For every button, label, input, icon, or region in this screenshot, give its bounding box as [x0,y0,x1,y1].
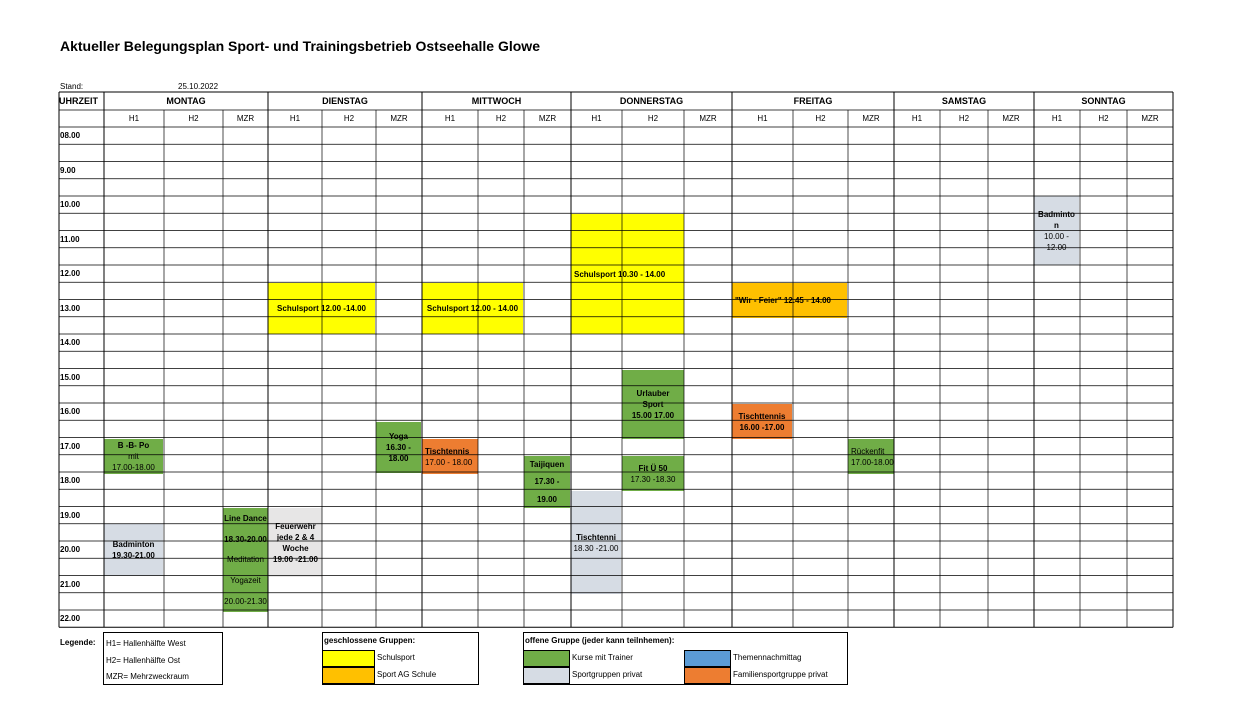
event-time: 10.00 - [1044,231,1069,241]
event-time: 19.00 [536,494,558,504]
day-header-donnerstag: DONNERSTAG [619,96,684,106]
event-title: Badminton [112,540,155,549]
hall-header: MZR [699,114,717,123]
day-header-montag: MONTAG [166,96,206,106]
event-title: Schulsport 12.00 -14.00 [277,304,366,313]
event-time: 17.00 - 18.00 [425,457,473,467]
legend-kurse: Kurse mit Trainer [572,653,633,662]
event-title: Urlauber [636,389,670,398]
hall-header: H1 [128,114,140,123]
page-title: Aktueller Belegungsplan Sport- und Trainingsbetrieb Ostseehalle Glowe [60,38,540,54]
day-header-freitag: FREITAG [793,96,833,106]
time-label: 08.00 [60,131,81,140]
legend-schulsport: Schulsport [377,653,415,662]
hall-header: MZR [1002,114,1020,123]
time-label: 16.00 [60,407,81,416]
hall-header: H1 [757,114,768,123]
legend-label: Legende: [60,638,96,647]
hall-header: H1 [911,114,923,123]
hall-header: H2 [343,114,355,123]
event-time: 17.00-18.00 [112,463,155,472]
event-title: Taijiquen [529,460,565,470]
legend-swatch-sport-ag [322,667,375,684]
day-header-sonntag: SONNTAG [1081,96,1126,106]
legend-mzr: MZR= Mehrzweckraum [106,672,189,681]
hall-header: H2 [647,114,659,123]
legend-familie: Familiensportgruppe privat [733,670,828,679]
event-time: 17.30 -18.30 [630,474,676,484]
legend-sport-ag: Sport AG Schule [377,670,437,679]
time-label: 9.00 [60,165,76,175]
event-title: Tischtenni [576,532,616,542]
day-header-samstag: SAMSTAG [941,96,987,106]
event-time: 17.00-18.00 [851,457,894,467]
hall-header: MZR [390,114,408,123]
legend-open-title: offene Gruppe (jeder kann teilnhemen): [525,636,675,645]
hall-header: MZR [538,114,557,123]
event-time: 15.00 17.00 [631,411,675,420]
time-label: 22.00 [60,614,81,623]
time-label: 10.00 [60,200,81,209]
legend-h1: H1= Hallenhälfte West [106,639,186,648]
event-title: Fit Ü 50 [638,463,668,473]
time-label: 14.00 [60,338,81,347]
event-title: Yoga [389,432,408,441]
day-header-mittwoch: MITTWOCH [471,96,522,106]
event-title: Feuerwehr [275,521,316,531]
event-title: Schulsport 10.30 - 14.00 [574,269,666,279]
time-label: 20.00 [60,545,81,554]
event-time: 20.00-21.30 [224,597,267,607]
event-time: 18.00 [388,454,409,463]
event-time: 19.30-21.00 [112,551,155,560]
event-time: 18.30 -21.00 [573,543,619,553]
time-label: 12.00 [60,269,81,278]
legend-swatch-schulsport [322,650,375,667]
legend-swatch-privat [523,667,570,684]
event-title: Tischtennis [425,446,470,456]
hall-header: H2 [1098,114,1109,123]
stand-date: 25.10.2022 [178,82,219,91]
legend-swatch-kurse [523,650,570,667]
legend-closed-title: geschlossene Gruppen: [324,636,416,645]
time-label: 13.00 [60,303,81,313]
event-title: Sport [642,400,664,409]
event-title: Line Dance [224,513,267,523]
hall-header: H2 [958,114,970,123]
event-time: 19.00 -21.00 [273,554,318,564]
hall-header: H1 [591,114,602,123]
hall-header: H2 [495,114,507,123]
event-title: Badminto [1038,209,1075,219]
event-time: 18.30-20.00 [224,534,267,544]
event-time: 12.00 [1046,242,1067,252]
time-label: 17.00 [60,441,81,451]
event-title: "Wir - Feier" 12.45 - 14.00 [735,296,832,305]
event-title: Schulsport 12.00 - 14.00 [426,304,519,313]
event-title: B -B- Po [117,441,150,450]
hall-header: H1 [444,114,456,123]
event-time: 16.30 - [386,443,411,452]
event-note: Woche [282,543,309,553]
hall-header: H2 [815,114,826,123]
legend-h2: H2= Hallenhälfte Ost [106,656,181,665]
time-label: 11.00 [60,234,80,244]
time-label: 21.00 [60,579,81,589]
hall-header: MZR [1141,114,1159,123]
hall-header: H2 [188,114,199,123]
time-label: 19.00 [60,510,81,520]
event-title: Yogazeit [230,576,261,586]
time-label: 18.00 [60,476,81,485]
time-header: UHRZEIT [59,96,98,106]
hall-header: H1 [1051,114,1063,123]
day-header-dienstag: DIENSTAG [322,96,368,106]
event-note: mit [128,452,139,461]
event-title: Meditation [227,555,264,565]
event-title: Tischttennis [738,411,786,421]
legend-privat: Sportgruppen privat [572,670,643,679]
event-time: 16.00 -17.00 [739,422,785,432]
stand-label: Stand: [60,82,84,91]
event-time: 17.30 - [534,477,560,487]
legend-swatch-familie [684,667,731,684]
event-note: jede 2 & 4 [276,532,315,542]
event-title: Rückenfit [851,446,885,456]
time-label: 15.00 [60,372,81,382]
hall-header: MZR [236,114,255,123]
legend-themen: Themennachmittag [733,653,802,662]
hall-header: MZR [862,114,880,123]
legend-swatch-themen [684,650,731,667]
event-title: n [1054,220,1059,230]
hall-header: H1 [289,114,301,123]
